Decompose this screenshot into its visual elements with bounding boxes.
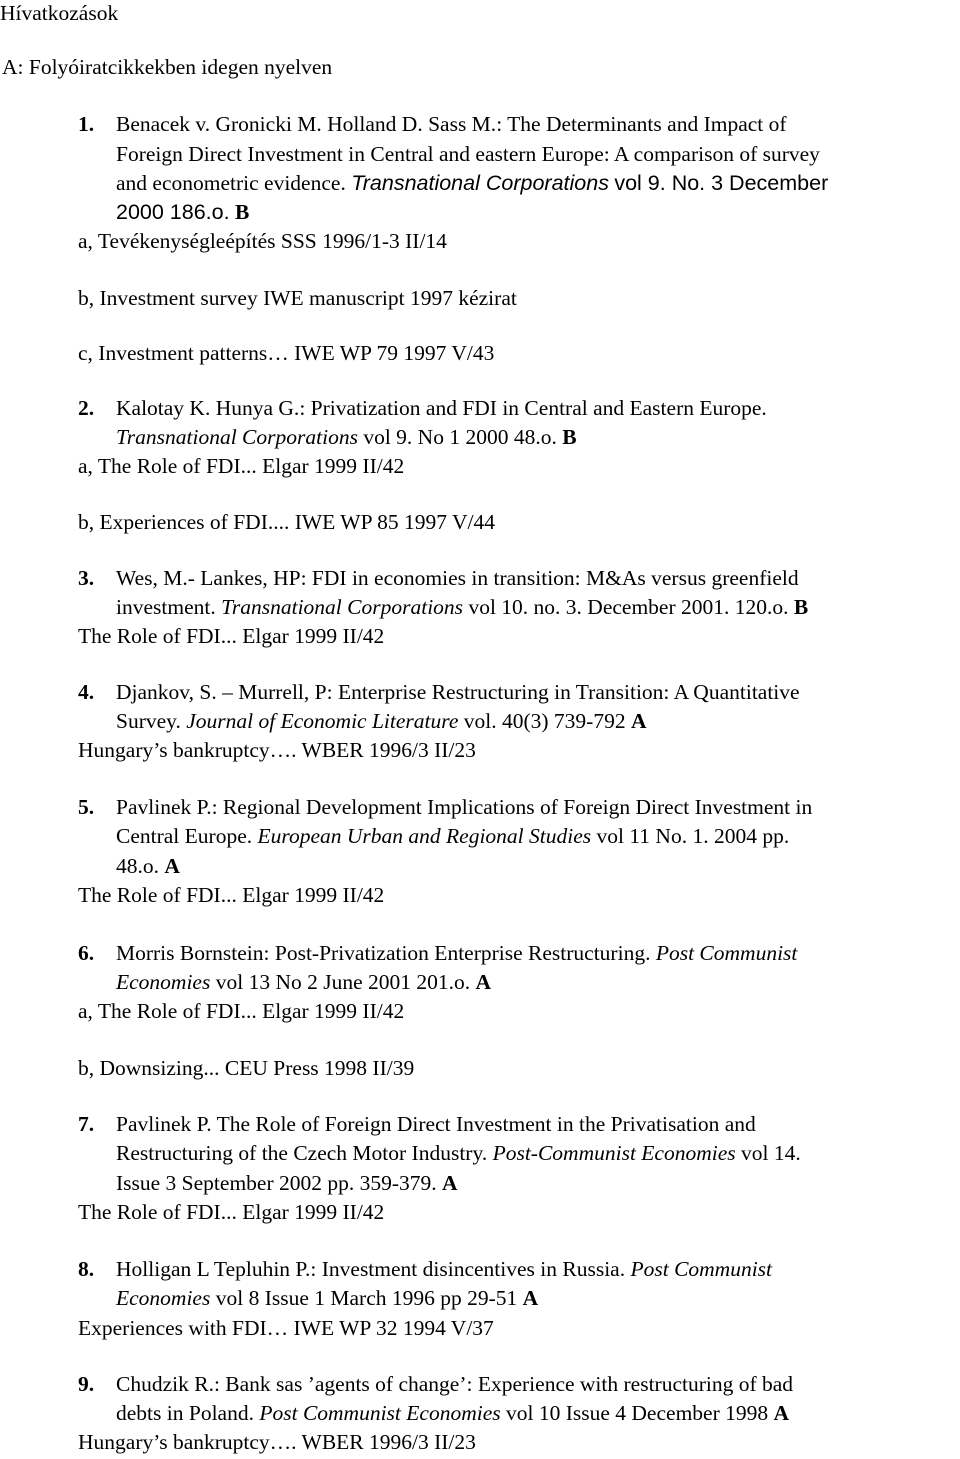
entry-number: 3. [78,566,95,590]
entry-number: 2. [78,396,95,420]
entry-text: : Investment disincentives in Russia. [310,1257,626,1281]
entry-line [116,797,812,819]
entry-text: Survey. [116,709,181,733]
entry-text: debts in Poland. [116,1401,254,1425]
entry-authors: Djankov, S. [116,680,217,704]
entry-ref: b, Downsizing... CEU Press 1998 II/39 [78,1056,415,1080]
entry-text: investment. [116,595,216,619]
entry-authors: Wes, M. [116,566,188,590]
entry-line [116,1114,756,1136]
entry-details: vol 11 No. 1. 2004 pp. [596,824,790,848]
grade-badge: A [475,970,492,994]
entry-details: 2000 186.o. [116,200,230,224]
entry-line [116,202,249,224]
entry-authors: Benacek v. Gronicki M. Holland D. Sass M. [116,112,497,136]
grade-badge: A [630,709,647,733]
entry-line [116,114,787,136]
entry-line [116,597,808,619]
entry-text: The Role of Foreign Direct Investment in the Privatisation and [211,1112,756,1136]
entry-number: 1. [78,112,95,136]
entry-ref: b, Experiences of FDI.... IWE WP 85 1997 V/44 [78,510,495,534]
entry-line [116,856,180,878]
entry-ref: a, The Role of FDI... Elgar 1999 II/42 [78,454,405,478]
entry-text: Foreign Direct Investment in Central and eastern Europe: A comparison of survey [116,142,820,166]
entry-details: 48.o. [116,854,159,878]
entry-line [116,1403,789,1425]
entry-ref: Experiences with FDI… IWE WP 32 1994 V/37 [78,1316,494,1340]
entry-ref: The Role of FDI... Elgar 1999 II/42 [78,883,385,907]
entry-details: Issue 3 September 2002 pp. 359-379. [116,1171,437,1195]
entry-line [116,1143,801,1165]
entry-line [116,427,577,449]
entry-journal: European Urban and Regional Studies [257,824,592,848]
entry-details: vol 8 Issue 1 March 1996 pp 29-51 [215,1286,518,1310]
grade-badge: B [234,200,250,224]
entry-ref: a, The Role of FDI... Elgar 1999 II/42 [78,999,405,1023]
entry-number: 4. [78,680,95,704]
entry-journal: Journal of Economic Literature [186,709,459,733]
entry-journal-cont: Economies [116,970,211,994]
entry-details: vol 14. [741,1141,801,1165]
entry-line [116,972,491,994]
entry-details: vol. 40(3) 739-792 [463,709,626,733]
entry-line [116,943,797,965]
entry-ref: c, Investment patterns… IWE WP 79 1997 V/43 [78,341,495,365]
entry-line [116,711,646,733]
entry-journal: Transnational Corporations [351,171,609,195]
entry-line [116,1374,793,1396]
entry-authors: Pavlinek P. [116,1112,212,1136]
entry-journal: Post-Communist Economies [492,1141,736,1165]
entry-text: : Post-Privatization Enterprise Restructuring. [263,941,651,965]
entry-line [116,826,789,848]
entry-line [116,173,828,195]
entry-line [116,1288,538,1310]
entry-details: vol 13 No 2 June 2001 201.o. [215,970,471,994]
entry-text: : Privatization and FDI in Central and Eastern Europe. [299,396,767,420]
grade-badge: A [164,854,180,878]
entry-journal: Transnational Corporations [221,595,464,619]
entry-number: 9. [78,1372,95,1396]
entry-text: : The Determinants and Impact of [496,112,787,136]
entry-text: : Bank sas ’agents of change’: Experience with restructuring of bad [213,1372,794,1396]
entry-authors: Holligan L Tepluhin P. [116,1257,311,1281]
entry-journal: Post Communist [655,941,798,965]
entry-line [116,568,799,590]
grade-badge: B [793,595,809,619]
entry-number: 8. [78,1257,95,1281]
entry-details: vol 9. No. 3 December [614,171,829,195]
entry-ref: Hungary’s bankruptcy…. WBER 1996/3 II/23 [78,738,476,762]
entry-journal: Post Communist Economies [259,1401,501,1425]
entry-text: Restructuring of the Czech Motor Industry. [116,1141,488,1165]
entry-text: : Regional Development Implications of Foreign Direct Investment in [211,795,813,819]
grade-badge: B [562,425,577,449]
entry-authors: Morris Bornstein [116,941,264,965]
section-heading: A: Folyóiratcikkekben idegen nyelven [2,55,333,79]
entry-number: 5. [78,795,95,819]
entry-details: vol 9. No 1 2000 48.o. [363,425,557,449]
grade-badge: A [442,1171,458,1195]
entry-journal: Transnational Corporations [116,425,358,449]
entry-authors: Kalotay K. Hunya G. [116,396,300,420]
entry-number: 7. [78,1112,95,1136]
entry-journal: Post Communist [630,1257,773,1281]
entry-line [116,682,800,704]
entry-authors: Pavlinek P. [116,795,212,819]
entry-line [116,1259,772,1281]
entry-journal-cont: Economies [116,1286,211,1310]
entry-details: vol 10 Issue 4 December 1998 [506,1401,769,1425]
entry-text: and econometric evidence. [116,171,346,195]
grade-badge: A [522,1286,539,1310]
entry-text: - Lankes, HP: FDI in economies in transition: M&As versus greenfield [187,566,799,590]
entry-ref: The Role of FDI... Elgar 1999 II/42 [78,624,385,648]
entry-text: – Murrell, P: Enterprise Restructuring in Transition: A Quantitative [216,680,800,704]
entry-number: 6. [78,941,95,965]
entry-ref: Hungary’s bankruptcy…. WBER 1996/3 II/23 [78,1430,476,1454]
entry-line [116,1173,458,1195]
entry-ref: a, Tevékenységleépítés SSS 1996/1-3 II/14 [78,229,447,253]
grade-badge: A [773,1401,790,1425]
entry-ref: The Role of FDI... Elgar 1999 II/42 [78,1200,385,1224]
entry-ref: b, Investment survey IWE manuscript 1997 kézirat [78,286,517,310]
page-title: Hívatkozások [0,1,119,25]
entry-authors: Chudzik R. [116,1372,214,1396]
entry-details: vol 10. no. 3. December 2001. 120.o. [468,595,789,619]
entry-line [116,398,767,420]
entry-text: Central Europe. [116,824,253,848]
